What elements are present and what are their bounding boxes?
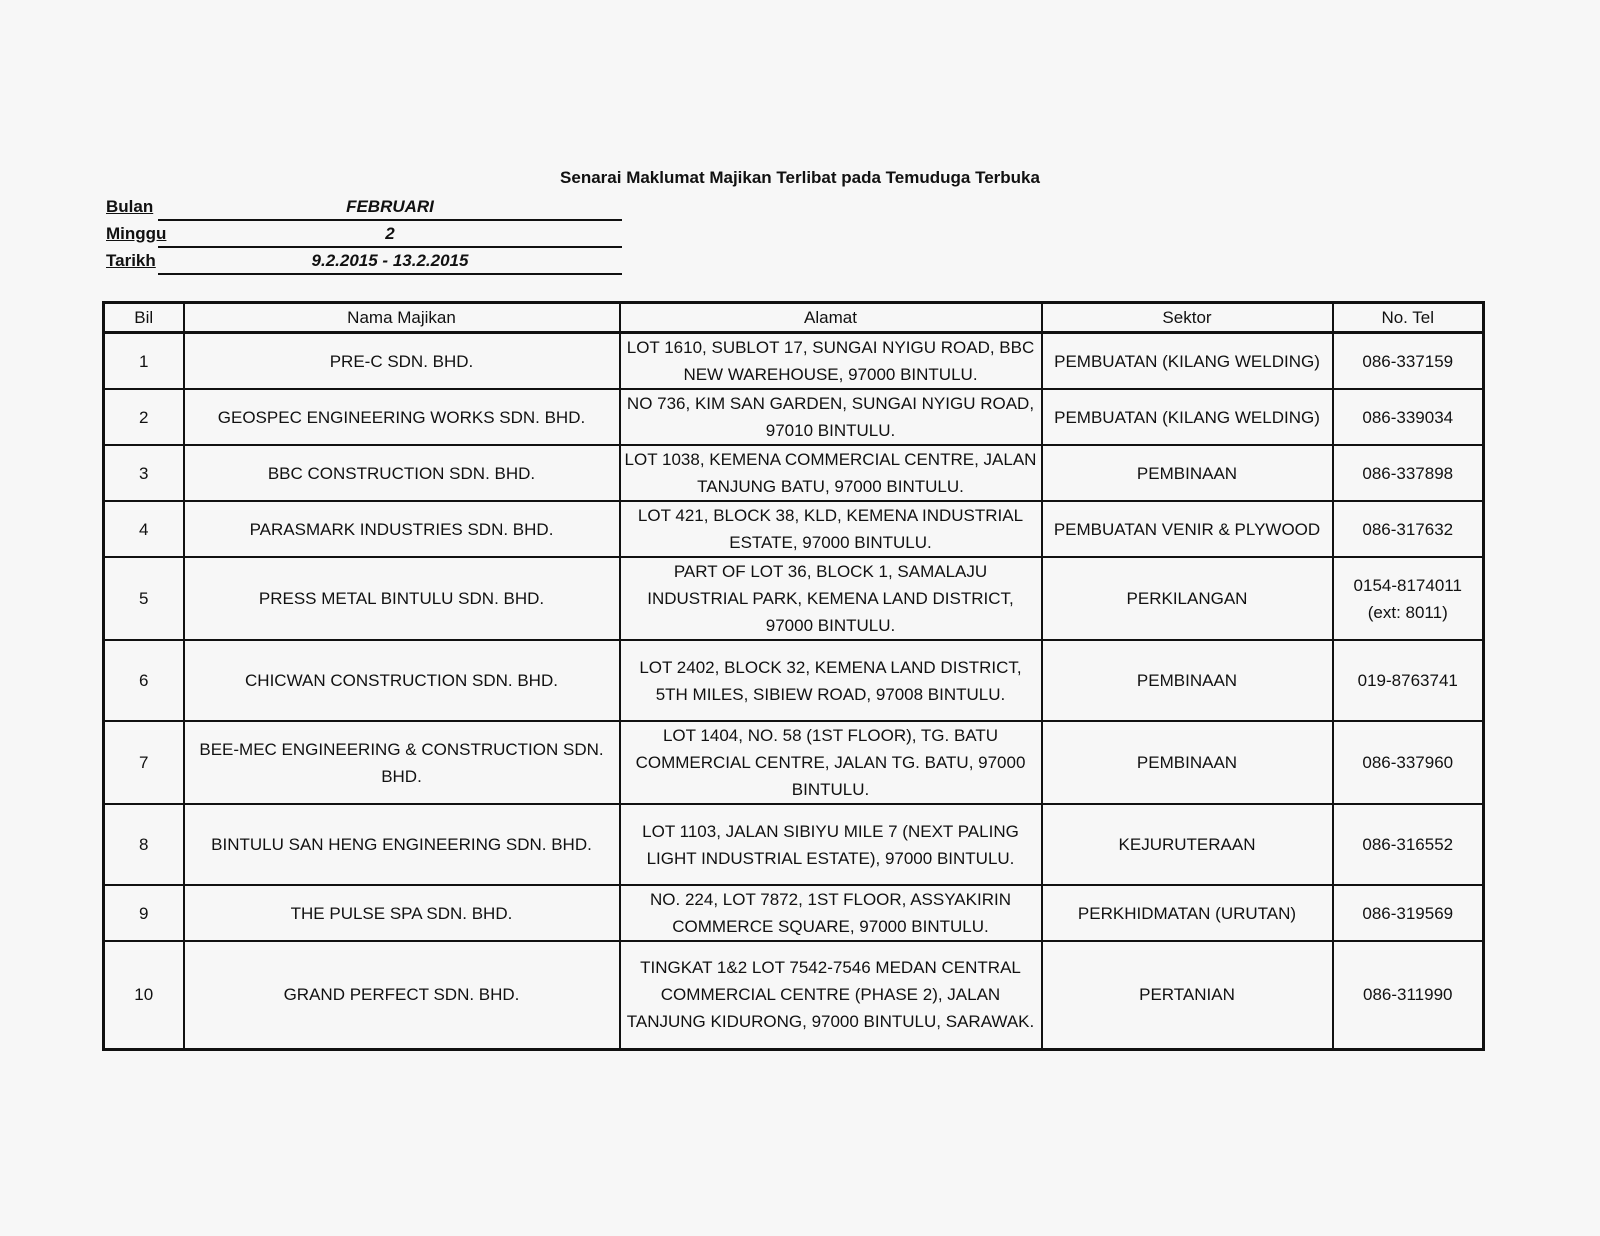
cell-no-tel: 086-319569 [1333, 885, 1484, 941]
cell-nama-majikan: CHICWAN CONSTRUCTION SDN. BHD. [184, 640, 620, 721]
table-row [104, 721, 1484, 804]
cell-nama-majikan: THE PULSE SPA SDN. BHD. [184, 885, 620, 941]
meta-row-minggu [106, 222, 622, 248]
cell-bil: 3 [104, 445, 184, 501]
cell-alamat: LOT 2402, BLOCK 32, KEMENA LAND DISTRICT, 5TH MILES, SIBIEW ROAD, 97008 BINTULU. [620, 640, 1042, 721]
cell-no-tel: 086-339034 [1333, 389, 1484, 445]
cell-alamat: LOT 1610, SUBLOT 17, SUNGAI NYIGU ROAD, BBC NEW WAREHOUSE, 97000 BINTULU. [620, 333, 1042, 390]
cell-sektor: PEMBINAAN [1042, 721, 1333, 804]
header-sektor: Sektor [1042, 303, 1333, 333]
cell-nama-majikan: BBC CONSTRUCTION SDN. BHD. [184, 445, 620, 501]
cell-alamat: PART OF LOT 36, BLOCK 1, SAMALAJU INDUSTRIAL PARK, KEMENA LAND DISTRICT, 97000 BINTULU. [620, 557, 1042, 640]
cell-alamat: LOT 1103, JALAN SIBIYU MILE 7 (NEXT PALING LIGHT INDUSTRIAL ESTATE), 97000 BINTULU. [620, 804, 1042, 885]
cell-no-tel: 086-337898 [1333, 445, 1484, 501]
employer-table-container [102, 301, 1482, 1051]
meta-value: 2 [158, 224, 622, 248]
cell-bil: 10 [104, 941, 184, 1049]
cell-alamat: LOT 421, BLOCK 38, KLD, KEMENA INDUSTRIAL ESTATE, 97000 BINTULU. [620, 501, 1042, 557]
cell-sektor: PEMBINAAN [1042, 445, 1333, 501]
cell-nama-majikan: PRESS METAL BINTULU SDN. BHD. [184, 557, 620, 640]
cell-alamat: LOT 1404, NO. 58 (1ST FLOOR), TG. BATU COMMERCIAL CENTRE, JALAN TG. BATU, 97000 BINTULU. [620, 721, 1042, 804]
cell-no-tel: 086-316552 [1333, 804, 1484, 885]
meta-row-bulan [106, 195, 622, 221]
meta-row-tarikh [106, 249, 622, 275]
meta-label: Minggu [106, 224, 167, 243]
table-row [104, 804, 1484, 885]
table-row [104, 445, 1484, 501]
table-row [104, 557, 1484, 640]
cell-sektor: PEMBUATAN (KILANG WELDING) [1042, 389, 1333, 445]
cell-no-tel: 019-8763741 [1333, 640, 1484, 721]
cell-no-tel: 086-337159 [1333, 333, 1484, 390]
cell-bil: 6 [104, 640, 184, 721]
cell-alamat: LOT 1038, KEMENA COMMERCIAL CENTRE, JALAN TANJUNG BATU, 97000 BINTULU. [620, 445, 1042, 501]
cell-bil: 7 [104, 721, 184, 804]
cell-nama-majikan: BEE-MEC ENGINEERING & CONSTRUCTION SDN. BHD. [184, 721, 620, 804]
cell-nama-majikan: PRE-C SDN. BHD. [184, 333, 620, 390]
meta-value: FEBRUARI [158, 197, 622, 221]
document-title: Senarai Maklumat Majikan Terlibat pada Temuduga Terbuka [560, 168, 1040, 187]
table-row [104, 501, 1484, 557]
cell-bil: 1 [104, 333, 184, 390]
header-nama-majikan: Nama Majikan [184, 303, 620, 333]
cell-sektor: PEMBUATAN (KILANG WELDING) [1042, 333, 1333, 390]
table-row [104, 389, 1484, 445]
header-alamat: Alamat [620, 303, 1042, 333]
header-bil: Bil [104, 303, 184, 333]
cell-sektor: KEJURUTERAAN [1042, 804, 1333, 885]
meta-label: Tarikh [106, 251, 156, 270]
cell-bil: 2 [104, 389, 184, 445]
table-header-row [104, 303, 1484, 333]
cell-alamat: NO. 224, LOT 7872, 1ST FLOOR, ASSYAKIRIN COMMERCE SQUARE, 97000 BINTULU. [620, 885, 1042, 941]
cell-no-tel: 086-311990 [1333, 941, 1484, 1049]
cell-alamat: NO 736, KIM SAN GARDEN, SUNGAI NYIGU ROAD, 97010 BINTULU. [620, 389, 1042, 445]
cell-alamat: TINGKAT 1&2 LOT 7542-7546 MEDAN CENTRAL COMMERCIAL CENTRE (PHASE 2), JALAN TANJUNG KIDURONG, 97000 BINTULU, SARAWAK. [620, 941, 1042, 1049]
cell-sektor: PERKILANGAN [1042, 557, 1333, 640]
table-row [104, 333, 1484, 390]
employer-table [102, 301, 1485, 1051]
cell-no-tel: 0154-8174011 (ext: 8011) [1333, 557, 1484, 640]
cell-nama-majikan: PARASMARK INDUSTRIES SDN. BHD. [184, 501, 620, 557]
cell-sektor: PEMBUATAN VENIR & PLYWOOD [1042, 501, 1333, 557]
cell-bil: 8 [104, 804, 184, 885]
cell-bil: 4 [104, 501, 184, 557]
cell-sektor: PEMBINAAN [1042, 640, 1333, 721]
meta-label: Bulan [106, 197, 154, 216]
cell-nama-majikan: GEOSPEC ENGINEERING WORKS SDN. BHD. [184, 389, 620, 445]
table-row [104, 885, 1484, 941]
cell-no-tel: 086-337960 [1333, 721, 1484, 804]
cell-bil: 5 [104, 557, 184, 640]
cell-sektor: PERTANIAN [1042, 941, 1333, 1049]
table-row [104, 941, 1484, 1049]
meta-value: 9.2.2015 - 13.2.2015 [158, 251, 622, 275]
cell-sektor: PERKHIDMATAN (URUTAN) [1042, 885, 1333, 941]
table-row [104, 640, 1484, 721]
cell-no-tel: 086-317632 [1333, 501, 1484, 557]
header-no-tel: No. Tel [1333, 303, 1484, 333]
cell-bil: 9 [104, 885, 184, 941]
cell-nama-majikan: BINTULU SAN HENG ENGINEERING SDN. BHD. [184, 804, 620, 885]
cell-nama-majikan: GRAND PERFECT SDN. BHD. [184, 941, 620, 1049]
